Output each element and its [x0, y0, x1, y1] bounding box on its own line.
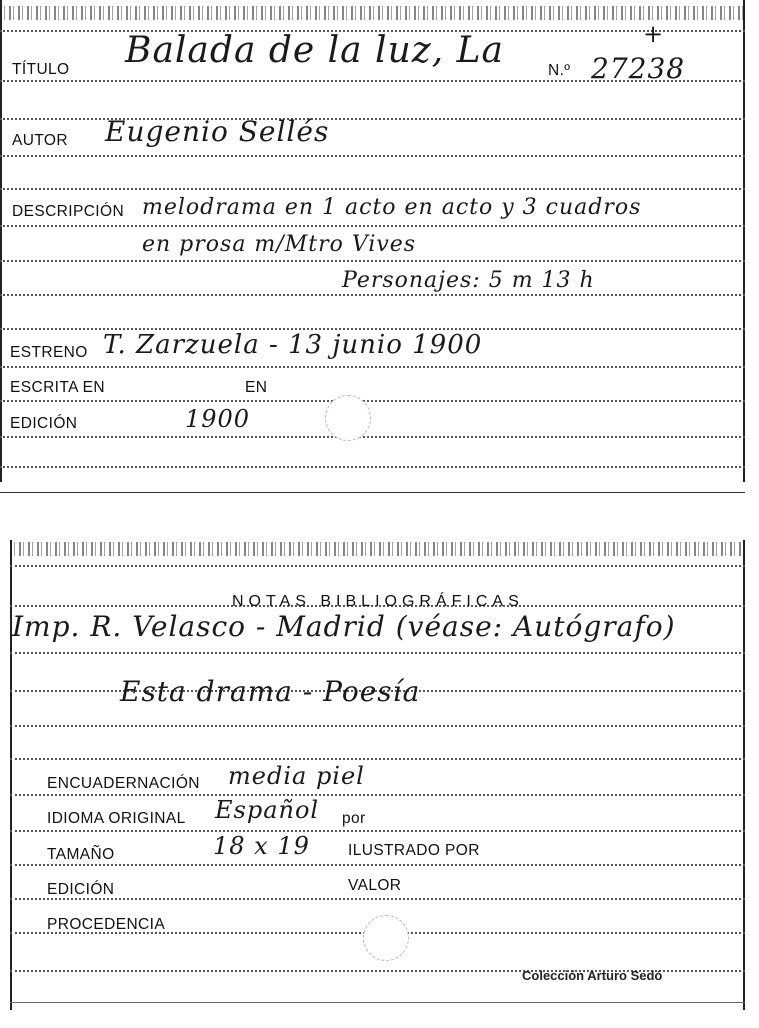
ruled-line: [10, 898, 745, 900]
tamano-label: TAMAÑO: [47, 846, 115, 863]
ruled-line: [0, 400, 745, 402]
en-label: EN: [245, 379, 268, 396]
ruled-line: [0, 260, 745, 262]
valor-label: VALOR: [348, 877, 402, 894]
numero-mark: +: [643, 20, 665, 48]
torn-edge: [10, 542, 745, 556]
ruled-line: [10, 652, 745, 654]
edicion-label: EDICIÓN: [10, 415, 78, 432]
torn-edge: [0, 6, 745, 20]
descripcion-label: DESCRIPCIÓN: [12, 203, 125, 220]
ilustrado-label: ILUSTRADO POR: [348, 842, 480, 859]
ruled-line: [0, 188, 745, 190]
autor-value: Eugenio Sellés: [105, 115, 330, 148]
edicion-label: EDICIÓN: [47, 881, 115, 898]
punch-hole: [325, 395, 371, 441]
idioma-value: Español: [215, 796, 320, 824]
collection-imprint: Colección Arturo Sedó: [522, 968, 663, 983]
bottom-rule: [10, 1002, 745, 1003]
ruled-line: [10, 794, 745, 796]
numero-value: 27238: [591, 52, 686, 85]
card-left-edge: [0, 0, 2, 482]
ruled-line: [0, 294, 745, 296]
procedencia-label: PROCEDENCIA: [47, 916, 166, 933]
descripcion-line3: Personajes: 5 m 13 h: [342, 268, 595, 293]
ruled-line: [0, 155, 745, 157]
ruled-line: [10, 758, 745, 760]
notas-heading: NOTAS BIBLIOGRÁFICAS: [232, 593, 524, 610]
encuadernacion-label: ENCUADERNACIÓN: [47, 775, 200, 792]
ruled-line: [10, 830, 745, 832]
idioma-label: IDIOMA ORIGINAL: [47, 810, 186, 827]
descripcion-line2: en prosa m/Mtro Vives: [142, 232, 417, 257]
card-separator: [0, 492, 745, 493]
card-right-edge: [743, 540, 745, 1010]
catalog-card-front: [0, 0, 745, 482]
catalog-card-back: [10, 540, 745, 1010]
ruled-line: [10, 565, 745, 567]
ruled-line: [0, 436, 745, 438]
edicion-value: 1900: [185, 405, 251, 433]
por-label: por: [342, 810, 366, 827]
autor-label: AUTOR: [12, 132, 68, 149]
tamano-value: 18 x 19: [213, 832, 310, 860]
ruled-line: [10, 725, 745, 727]
notes-line2: Esta drama - Poesía: [120, 675, 421, 708]
titulo-label: TÍTULO: [12, 61, 70, 78]
ruled-line: [0, 366, 745, 368]
descripcion-line1: melodrama en 1 acto en acto y 3 cuadros: [142, 195, 642, 220]
ruled-line: [0, 225, 745, 227]
punch-hole: [363, 915, 409, 961]
ruled-line: [10, 864, 745, 866]
encuadernacion-value: media piel: [228, 762, 365, 790]
titulo-value: Balada de la luz, La: [125, 30, 504, 71]
escrita-en-label: ESCRITA EN: [10, 379, 106, 396]
numero-label: N.º: [548, 62, 571, 79]
estreno-label: ESTRENO: [10, 344, 88, 361]
ruled-line: [0, 466, 745, 468]
notes-line1: Imp. R. Velasco - Madrid (véase: Autógrafo): [12, 610, 676, 643]
card-right-edge: [743, 0, 745, 482]
estreno-value: T. Zarzuela - 13 junio 1900: [103, 330, 483, 360]
